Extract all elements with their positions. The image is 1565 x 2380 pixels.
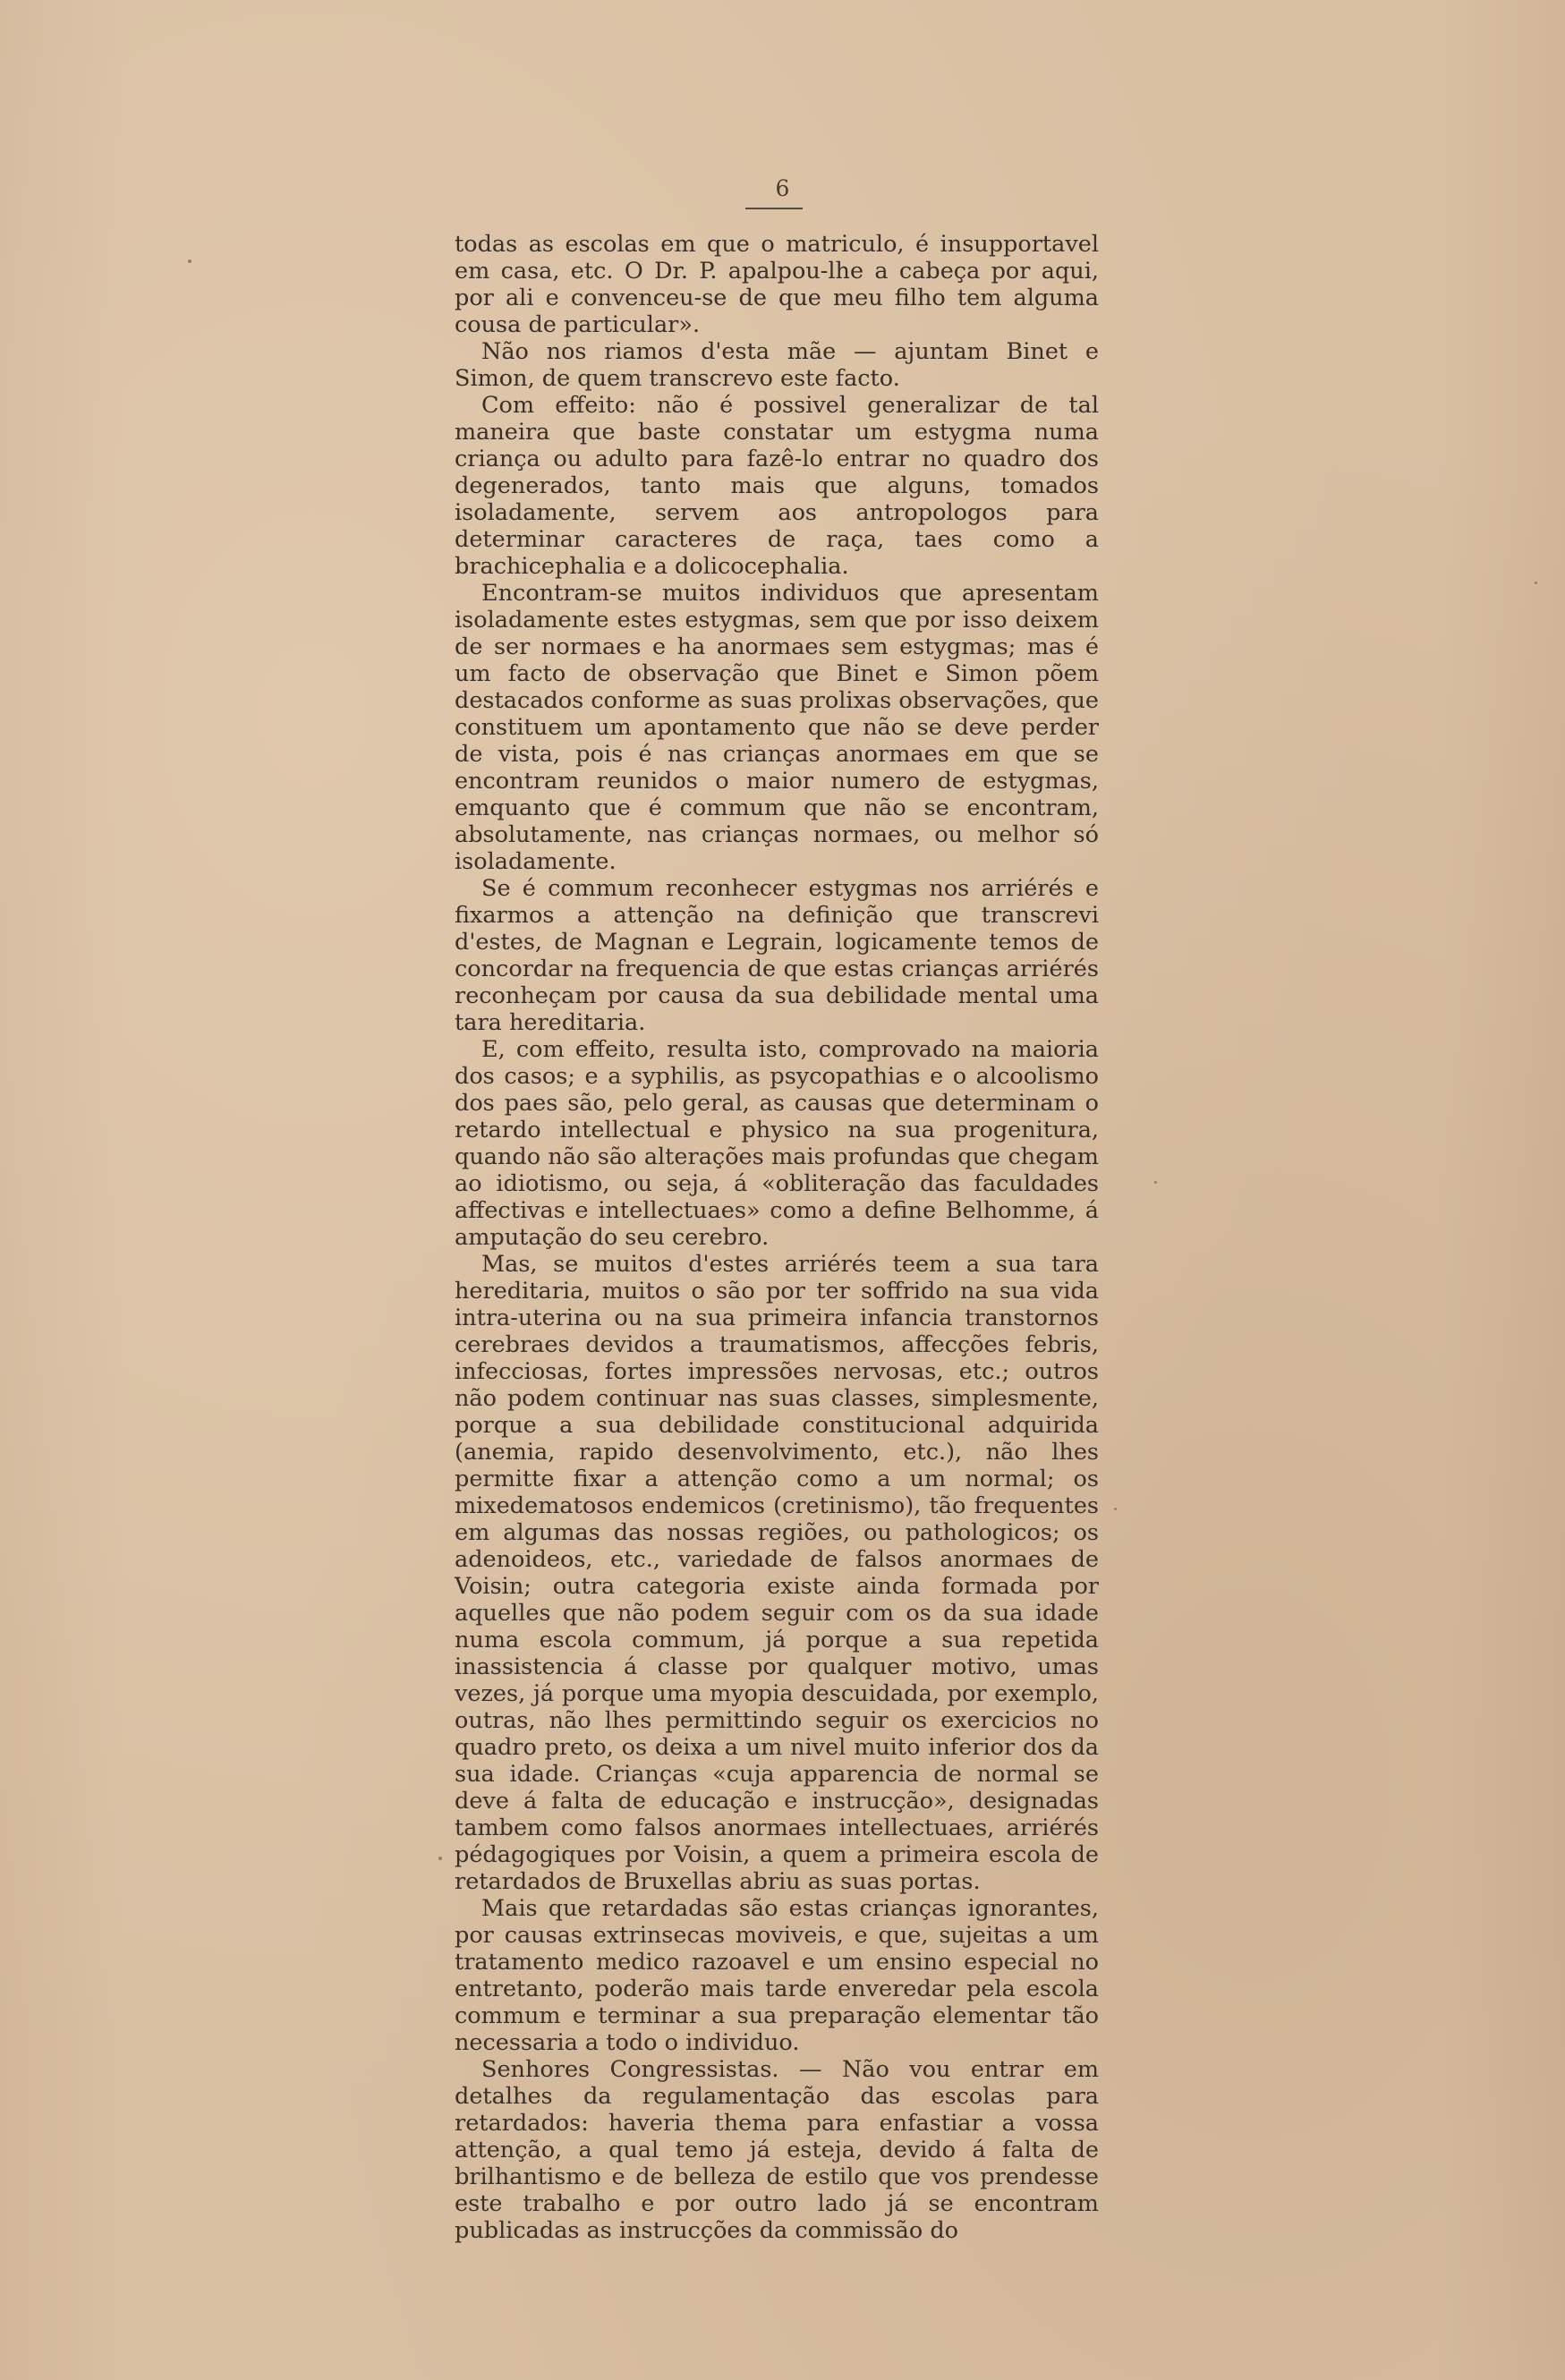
page-number-rule [745,208,803,209]
paragraph: Mas, se muitos d'estes arriérés teem a sua tara hereditaria, muitos o são por ter soffrido na sua vida intra-uterina ou na sua primeira infancia transtornos cerebraes devidos a traumatismos, affecções febris, infecciosas, fortes impressões nervosas, etc.; outros não podem continuar nas suas classes, simplesmente, porque a sua debilidade constitucional adquirida (anemia, rapido desenvolvimento, etc.), não lhes permitte fixar a attenção como a um normal; os mixedematosos endemicos (cretinismo), tão frequentes em algumas das nossas regiões, ou pathologicos; os adenoideos, etc., variedade de falsos anormaes de Voisin; outra categoria existe ainda formada por aquelles que não podem seguir com os da sua idade numa escola commum, já porque a sua repetida inassistencia á classe por qualquer motivo, umas vezes, já porque uma myopia descuidada, por exemplo, outras, não lhes permittindo seguir os exercicios no quadro preto, os deixa a um nivel muito inferior dos da sua idade. Crianças «cuja apparencia de normal se deve á falta de educação e instrucção», designadas tambem como falsos anormaes intellectuaes, arriérés pédagogiques por Voisin, a quem a primeira escola de retardados de Bruxellas abriu as suas portas. [455,1251,1099,1895]
paper-speck [188,259,191,263]
paragraph: Mais que retardadas são estas crianças ignorantes, por causas extrinsecas moviveis, e que, sujeitas a um tratamento medico razoavel e um ensino especial no entretanto, poderão mais tarde enveredar pela escola commum e terminar a sua preparação elementar tão necessaria a todo o individuo. [455,1895,1099,2056]
paragraph: Com effeito: não é possivel generalizar de tal maneira que baste constatar um estygma numa criança ou adulto para fazê-lo entrar no quadro dos degenerados, tanto mais que alguns, tomados isoladamente, servem aos antropologos para determinar caracteres de raça, taes como a brachicephalia e a dolicocephalia. [455,392,1099,580]
paper-speck [1154,1181,1157,1184]
paper-speck [438,1857,442,1860]
paragraph: E, com effeito, resulta isto, comprovado na maioria dos casos; e a syphilis, as psycopathias e o alcoolismo dos paes são, pelo geral, as causas que determinam o retardo intellectual e physico na sua progenitura, quando não são alterações mais profundas que chegam ao idiotismo, ou seja, á «obliteração das faculdades affectivas e intellectuaes» como a define Belhomme, á amputação do seu cerebro. [455,1036,1099,1251]
body-text [455,231,1099,2244]
paragraph: Não nos riamos d'esta mãe — ajuntam Binet e Simon, de quem transcrevo este facto. [455,338,1099,392]
paragraph: Se é commum reconhecer estygmas nos arriérés e fixarmos a attenção na definição que transcrevi d'estes, de Magnan e Legrain, logicamente temos de concordar na frequencia de que estas crianças arriérés reconheçam por causa da sua debilidade mental uma tara hereditaria. [455,875,1099,1036]
paper-speck [1535,582,1537,584]
page-number: 6 [775,175,790,201]
paper-speck [1114,1508,1117,1510]
paragraph: Encontram-se muitos individuos que apresentam isoladamente estes estygmas, sem que por isso deixem de ser normaes e ha anormaes sem estygmas; mas é um facto de observação que Binet e Simon põem destacados conforme as suas prolixas observações, que constituem um apontamento que não se deve perder de vista, pois é nas crianças anormaes em que se encontram reunidos o maior numero de estygmas, emquanto que é commum que não se encontram, absolutamente, nas crianças normaes, ou melhor só isoladamente. [455,580,1099,875]
paragraph: Senhores Congressistas. — Não vou entrar em detalhes da regulamentação das escolas para retardados: haveria thema para enfastiar a vossa attenção, a qual temo já esteja, devido á falta de brilhantismo e de belleza de estilo que vos prendesse este trabalho e por outro lado já se encontram publicadas as instrucções da commissão do [455,2056,1099,2244]
paragraph: todas as escolas em que o matriculo, é insupportavel em casa, etc. O Dr. P. apalpou-lhe a cabeça por aqui, por ali e convenceu-se de que meu filho tem alguma cousa de particular». [455,231,1099,338]
